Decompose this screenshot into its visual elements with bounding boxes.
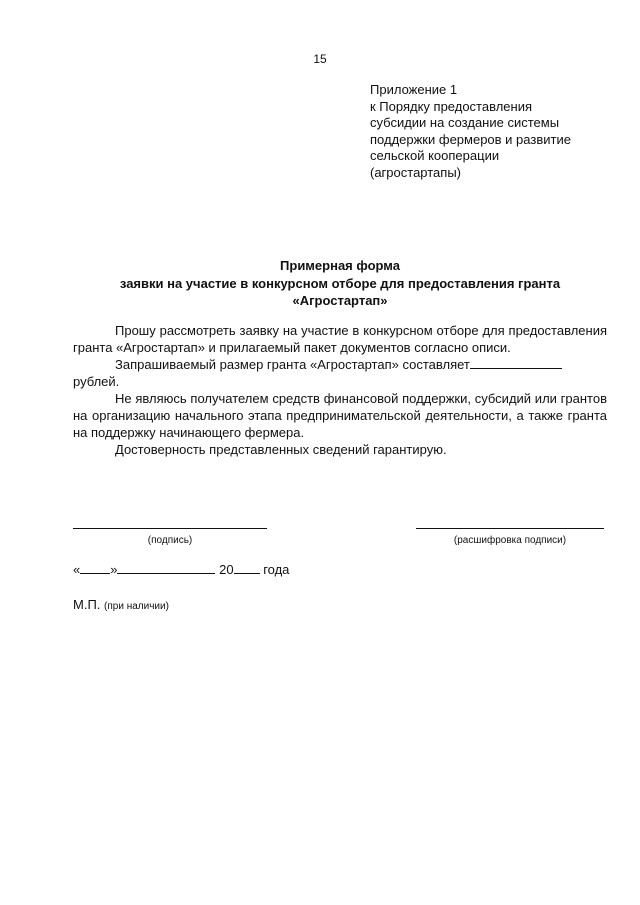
grant-amount-field[interactable] bbox=[470, 356, 562, 369]
appendix-line: поддержки фермеров и развитие bbox=[370, 131, 571, 147]
signature-field[interactable] bbox=[73, 528, 267, 529]
application-body bbox=[73, 322, 607, 458]
year-suffix: года bbox=[263, 562, 290, 577]
signature-transcript-field[interactable] bbox=[416, 528, 604, 529]
document-title bbox=[60, 257, 620, 310]
title-line: Примерная форма bbox=[280, 258, 400, 273]
appendix-line: (агростартапы) bbox=[370, 164, 461, 180]
year-prefix: 20 bbox=[219, 562, 234, 577]
page-number: 15 bbox=[313, 52, 327, 66]
appendix-line: субсидии на создание системы bbox=[370, 115, 560, 130]
appendix-header bbox=[370, 82, 620, 181]
paragraph-guarantee: Достоверность представленных сведений гарантирую. bbox=[115, 442, 447, 457]
appendix-line: сельской кооперации bbox=[370, 148, 500, 163]
stamp-place bbox=[73, 597, 169, 612]
year-field[interactable] bbox=[234, 561, 260, 574]
date-open-quote: « bbox=[73, 562, 81, 577]
currency-label: рублей. bbox=[73, 374, 120, 389]
signature-transcript-caption: (расшифровка подписи) bbox=[453, 535, 567, 546]
date-line bbox=[73, 561, 289, 577]
day-field[interactable] bbox=[80, 561, 110, 574]
appendix-line: к Порядку предоставления bbox=[370, 98, 532, 114]
paragraph-declaration: Не являюсь получателем средств финансовой поддержки, субсидий или грантов на организацию начального этапа предпринимательской деятельности, а также гранта на поддержку начинающего фермера. bbox=[73, 391, 607, 440]
signature-caption: (подпись) bbox=[147, 535, 193, 546]
stamp-note: (при наличии) bbox=[104, 601, 169, 612]
title-line: заявки на участие в конкурсном отборе для предоставления гранта bbox=[119, 275, 561, 291]
stamp-label: М.П. bbox=[73, 597, 101, 612]
month-field[interactable] bbox=[117, 561, 215, 574]
title-line: «Агростартап» bbox=[292, 293, 388, 308]
grant-amount-label: Запрашиваемый размер гранта «Агростартап» составляет bbox=[115, 357, 470, 372]
date-close-quote: » bbox=[110, 562, 118, 577]
paragraph-grant-amount bbox=[73, 356, 607, 390]
paragraph-request: Прошу рассмотреть заявку на участие в конкурсном отборе для предоставления гранта «Агростартап» и прилагаемый пакет документов согласно описи. bbox=[73, 323, 607, 355]
appendix-line: Приложение 1 bbox=[370, 82, 458, 97]
